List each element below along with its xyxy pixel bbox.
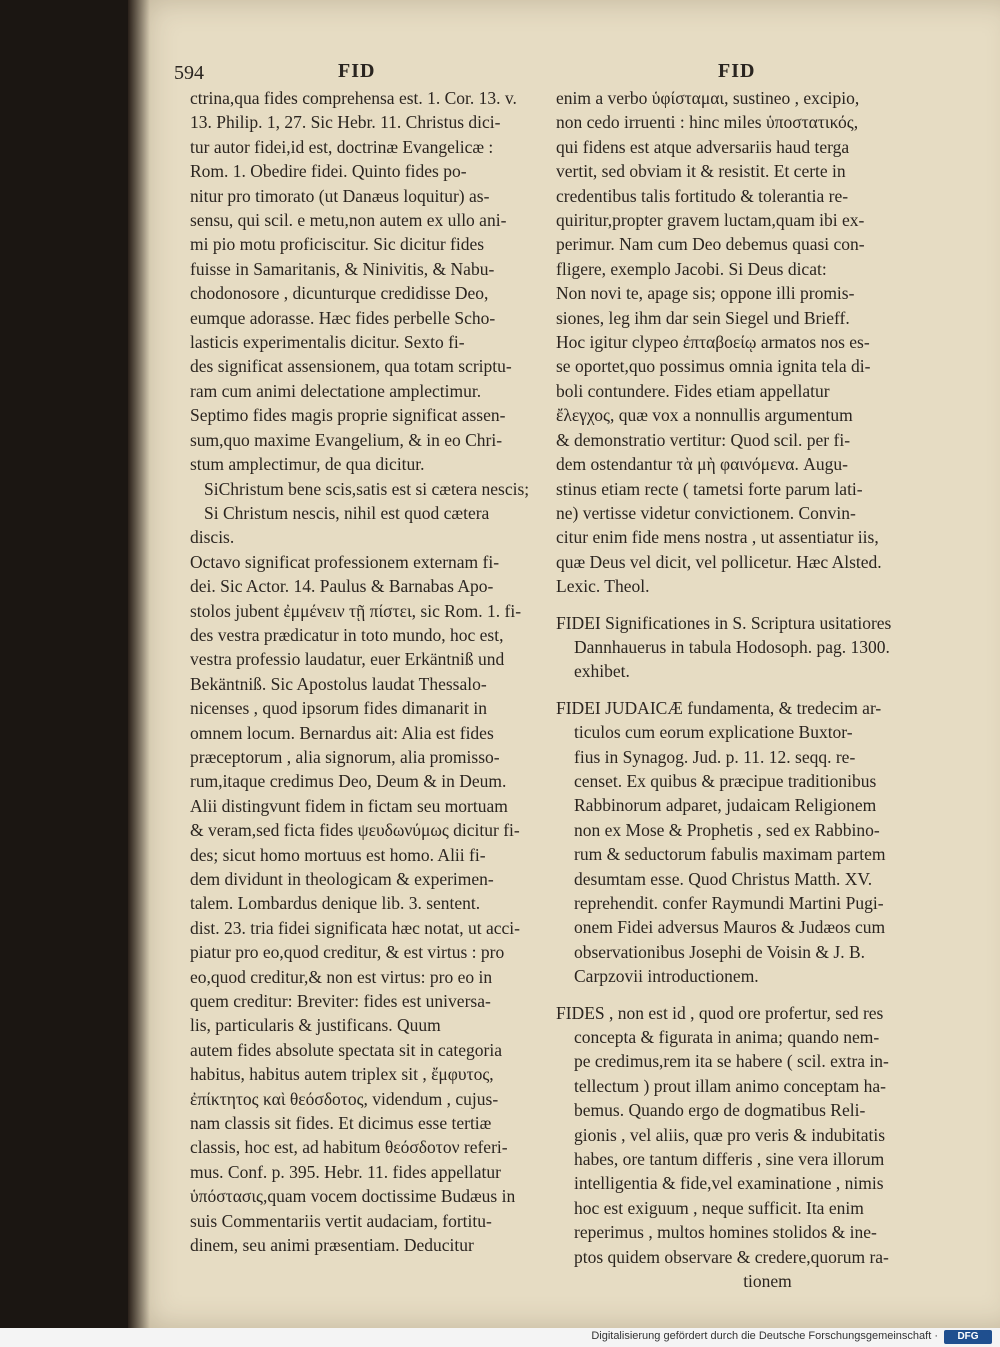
text-line: enim a verbo ὑφίσταμαι, sustineo , excipio, [556, 88, 860, 108]
entry-line: reprehendit. confer Raymundi Martini Pugi- [574, 893, 884, 913]
right-text-block [556, 86, 961, 599]
text-line: ἐπίκτητος καὶ θεόσδοτος, videndum , cujus- [190, 1088, 499, 1109]
entry-line: FIDES , non est id , quod ore profertur, sed res [556, 1002, 884, 1023]
text-line: classis, hoc est, ad habitum θεόσδοτον referi- [190, 1137, 508, 1158]
entry-line: ptos quidem observare & credere,quorum ra- [574, 1246, 889, 1267]
text-line: citur enim fide mens nostra , ut assentiatur iis, [556, 527, 879, 548]
text-line: autem fides absolute spectata sit in categoria [190, 1039, 502, 1060]
entry-line: desumtam esse. Quod Christus Matth. XV. [574, 868, 873, 889]
right-running-head: FID [718, 60, 756, 82]
page-gutter-shadow [128, 0, 150, 1328]
text-line: talem. Lombardus denique lib. 3. sentent. [190, 893, 481, 914]
page-header [128, 58, 1000, 88]
text-line: fligere, exemplo Jacobi. Si Deus dicat: [556, 258, 827, 279]
verse-line: SiChristum bene scis,satis est si cætera nescis; [204, 478, 530, 499]
text-line: boli contundere. Fides etiam appellatur [556, 380, 830, 401]
dfg-logo: DFG [944, 1330, 992, 1344]
text-line: Non novi te, apage sis; oppone illi promis- [556, 283, 855, 304]
text-line: dei. Sic Actor. 14. Paulus & Barnabas Apo- [190, 576, 494, 597]
text-line: chodonosore , dicunturque credidisse Deo, [190, 283, 489, 304]
text-line: & veram,sed ficta fides ψευδωνύμως dicitur fi- [190, 820, 520, 841]
text-line: dem ostendantur τὰ μὴ φαινόμενα. Augu- [556, 454, 848, 475]
text-line: sum,quo maxime Evangelium, & in eo Chri- [190, 429, 503, 450]
text-line: dist. 23. tria fidei significata hæc notat, ut acci- [190, 917, 520, 938]
text-line: des vestra prædicatur in toto mundo, hoc est, [190, 624, 504, 645]
verse-line: Si Christum nescis, nihil est quod cætera [204, 502, 490, 523]
entry-line: concepta & figurata in anima; quando nem- [574, 1027, 880, 1048]
left-column [190, 86, 533, 1258]
text-line: suis Commentariis vertit audaciam, fortitu- [190, 1210, 492, 1231]
text-line: stum amplectimur, de qua dicitur. [190, 454, 425, 475]
entry-line: exhibet. [574, 661, 630, 682]
entry-line: Rabbinorum adparet, judaicam Religionem [574, 795, 877, 816]
entry-line: reperimus , multos homines stolidos & ine- [574, 1222, 877, 1243]
text-line: lasticis experimentalis dicitur. Sexto fi- [190, 332, 465, 353]
entry-line: Dannhauerus in tabula Hodosoph. pag. 1300. [574, 636, 890, 657]
entry-line: hoc est exiguum , neque sufficit. Ita enim [574, 1197, 864, 1218]
text-line: quiritur,propter gravem luctam,quam ibi ex- [556, 210, 865, 231]
left-text-block [190, 86, 533, 477]
text-line: Octavo significat professionem externam fi- [190, 551, 500, 572]
footer-credit: Digitalisierung gefördert durch die Deutsche Forschungsgemeinschaft · [591, 1330, 938, 1342]
text-line: des; sicut homo mortuus est homo. Alii fi- [190, 844, 486, 865]
text-line: des significat assensionem, qua totam scriptu- [190, 356, 512, 377]
text-line: mus. Conf. p. 395. Hebr. 11. fides appellatur [190, 1161, 501, 1182]
entry-line: Carpzovii introductionem. [574, 966, 759, 987]
entry-line: tellectum ) prout illam animo conceptam ha- [574, 1075, 886, 1096]
text-line: dinem, seu animi præsentiam. Deducitur [190, 1235, 474, 1256]
text-line: nicenses , quod ipsorum fides dimanarit in [190, 698, 487, 719]
entry-line: habes, ore tantum differis , sine vera illorum [574, 1149, 885, 1170]
entry-line: pe credimus,rem ita se habere ( scil. extra in- [574, 1051, 889, 1072]
entry-line: FIDEI Significationes in S. Scriptura usitatiores [556, 612, 892, 633]
entry-line: fius in Synagog. Jud. p. 11. 12. seqq. re- [574, 746, 856, 767]
text-line: se oportet,quo possimus omnia ignita tela di- [556, 356, 871, 377]
entry-line: bemus. Quando ergo de dogmatibus Reli- [574, 1100, 866, 1121]
entry-fides [556, 1001, 961, 1294]
text-line: habitus, habitus autem triplex sit , ἔμφυτος, [190, 1064, 494, 1085]
text-line: Rom. 1. Obedire fidei. Quinto fides po- [190, 161, 467, 182]
text-line: præceptorum , alia signorum, alia promisso- [190, 746, 500, 767]
entry-line: FIDEI JUDAICÆ fundamenta, & tredecim ar- [556, 697, 882, 718]
text-line: ram cum animi delectatione amplectimur. [190, 380, 482, 401]
entry-line: observationibus Josephi de Voisin & J. B. [574, 941, 866, 962]
text-line: qui fidens est atque adversariis haud terga [556, 136, 850, 157]
text-line: & demonstratio vertitur: Quod scil. per fi- [556, 429, 851, 450]
text-line: dem dividunt in theologicam & experimen- [190, 869, 494, 889]
left-running-head: FID [338, 60, 376, 82]
book-page [128, 0, 1000, 1328]
entry-line: censet. Ex quibus & præcipue traditionibus [574, 770, 877, 791]
text-line: stinus etiam recte ( tametsi forte parum lati- [556, 478, 863, 499]
text-line: ἔλεγχος, quæ vox a nonnullis argumentum [556, 405, 853, 426]
entry-line: intelligentia & fide,vel examinatione , nimis [574, 1173, 884, 1194]
text-line: fuisse in Samaritanis, & Ninivitis, & Nabu- [190, 258, 495, 279]
text-line: vertit, sed obviam it & resistit. Et certe in [556, 161, 846, 182]
text-line: non cedo irruenti : hinc miles ὑποστατικός, [556, 112, 859, 133]
text-line: Hoc igitur clypeo ἐπταβοείῳ armatos nos es- [556, 332, 870, 353]
text-line: rum,itaque credimus Deo, Deum & in Deum. [190, 771, 507, 792]
text-line: ὑπόστασις,quam vocem doctissime Budæus in [190, 1186, 516, 1207]
text-line: siones, leg ihm dar sein Siegel und Brieff. [556, 307, 850, 328]
text-line: quæ Deus vel dicit, vel pollicetur. Hæc Alsted. [556, 551, 882, 572]
entry-line: non ex Mose & Prophetis , sed ex Rabbino- [574, 819, 880, 840]
text-line: nam classis sit fides. Et dicimus esse tertiæ [190, 1113, 492, 1134]
right-column [556, 86, 961, 1294]
entry-line: rum & seductorum fabulis maximam partem [574, 844, 886, 865]
entry-line: onem Fidei adversus Mauros & Judæos cum [574, 917, 886, 938]
text-line: quem creditur: Breviter: fides est universa- [190, 991, 491, 1012]
text-line: ctrina,qua fides comprehensa est. 1. Cor. 13. v. [190, 88, 517, 108]
page-number: 594 [174, 62, 204, 84]
text-line: Alii distingvunt fidem in fictam seu mortuam [190, 795, 508, 816]
verse-block [190, 477, 533, 550]
left-text-block-2 [190, 550, 533, 1258]
text-line: eo,quod creditur,& non est virtus: pro eo in [190, 966, 493, 987]
text-line: Bekäntniß. Sic Apostolus laudat Thessalo- [190, 673, 487, 694]
text-line: Septimo fides magis proprie significat assen- [190, 405, 506, 426]
text-line: stolos jubent ἐμμένειν τῇ πίστει, sic Rom. 1. fi- [190, 600, 522, 621]
text-line: ne) vertisse videtur convictionem. Convin- [556, 502, 856, 523]
text-line: vestra professio laudatur, euer Erkäntniß und [190, 649, 505, 670]
text-line: mi pio motu proficiscitur. Sic dicitur fides [190, 234, 485, 255]
entry-fidei-significationes [556, 611, 961, 684]
text-line: credentibus talis fortitudo & tolerantia re- [556, 185, 849, 206]
text-line: lis, particularis & justificans. Quum [190, 1015, 441, 1036]
entry-fidei-judaicae [556, 696, 961, 989]
text-line: perimur. Nam cum Deo debemus quasi con- [556, 234, 865, 255]
text-line: nitur pro timorato (ut Danæus loquitur) as- [190, 185, 490, 206]
entry-line: tionem [743, 1271, 792, 1292]
text-line: Lexic. Theol. [556, 576, 650, 597]
text-line: eumque adorasse. Hæc fides perbelle Scho- [190, 307, 496, 328]
verse-line: discis. [190, 527, 235, 548]
text-line: piatur pro eo,quod creditur, & est virtus : pro [190, 942, 505, 963]
text-line: sensu, qui scil. e metu,non autem ex ullo ani- [190, 210, 507, 231]
text-line: tur autor fidei,id est, doctrinæ Evangelicæ : [190, 136, 494, 157]
footer-bar [0, 1328, 1000, 1347]
text-line: omnem locum. Bernardus ait: Alia est fides [190, 722, 494, 743]
text-line: 13. Philip. 1, 27. Sic Hebr. 11. Christus dici- [190, 112, 501, 133]
entry-line: ticulos cum eorum explicatione Buxtor- [574, 722, 853, 743]
entry-line: gionis , vel aliis, quæ pro veris & indubitatis [574, 1124, 886, 1145]
